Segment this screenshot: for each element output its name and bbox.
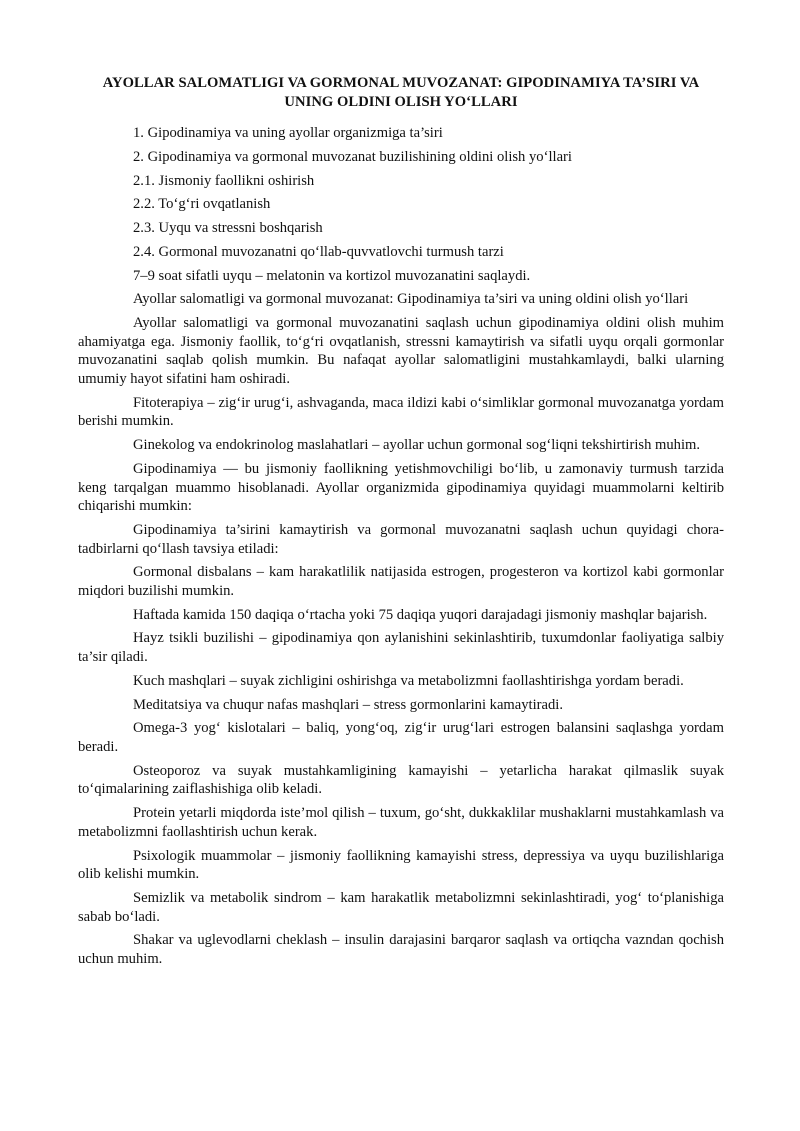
body-paragraph: Kuch mashqlari – suyak zichligini oshirishga va metabolizmni faollashtirishga yordam beradi. [133, 672, 684, 689]
toc-item: 2.1. Jismoniy faollikni oshirish [133, 172, 315, 189]
body-paragraph: Ginekolog va endokrinolog maslahatlari – ayollar uchun gormonal sog‘liqni tekshirtirish muhim. [133, 437, 701, 454]
body-paragraph: Haftada kamida 150 daqiqa o‘rtacha yoki 75 daqiqa yuqori darajadagi jismoniy mashqlar bajarish. [133, 606, 708, 623]
body-paragraph: Ayollar salomatligi va gormonal muvozanatini saqlash uchun gipodinamiya oldini olish muhim ahamiyatga ega. Jismoniy faollik, to‘g‘ri ovqatlanish, stressni kamaytirish va sifatli uyqu orqali gormonlar muvozanatini saqlab qolish mumkin. Bu nafaqat ayollar salomatligini mustahkamlaydi, balki ularning umumiy hayot sifatini ham oshiradi. [78, 315, 724, 388]
body-paragraph: Gipodinamiya — bu jismoniy faollikning yetishmovchiligi bo‘lib, u zamonaviy turmush tarzida keng tarqalgan muammo hisoblanadi. Ayollar organizmida gipodinamiya quyidagi muammolarni keltirib chiqarishi mumkin: [78, 460, 724, 515]
body-paragraph: Gipodinamiya ta’sirini kamaytirish va gormonal muvozanatni saqlash uchun quyidagi chora-tadbirlarni qo‘llash tavsiya etiladi: [78, 521, 724, 557]
body-paragraph: Shakar va uglevodlarni cheklash – insulin darajasini barqaror saqlash va ortiqcha vazndan qochish uchun muhim. [78, 932, 724, 967]
toc-item: 2. Gipodinamiya va gormonal muvozanat buzilishining oldini olish yo‘llari [133, 148, 572, 165]
toc-item: 2.2. To‘g‘ri ovqatlanish [133, 196, 271, 213]
toc-item: 1. Gipodinamiya va uning ayollar organizmiga ta’siri [133, 125, 443, 141]
toc-item: 2.3. Uyqu va stressni boshqarish [133, 220, 323, 237]
body-paragraph: Hayz tsikli buzilishi – gipodinamiya qon aylanishini sekinlashtirib, tuxumdonlar faoliyatiga salbiy ta’sir qiladi. [78, 630, 724, 666]
toc-item: 7–9 soat sifatli uyqu – melatonin va kortizol muvozanatini saqlaydi. [133, 267, 531, 284]
document-body [78, 290, 724, 968]
table-of-contents [78, 124, 724, 285]
body-paragraph: Semizlik va metabolik sindrom – kam harakatlik metabolizmni sekinlashtiradi, yog‘ to‘planishiga sabab bo‘ladi. [78, 889, 724, 925]
body-paragraph: Ayollar salomatligi va gormonal muvozanat: Gipodinamiya ta’siri va uning oldini olish yo‘llari [133, 291, 689, 308]
body-paragraph: Fitoterapiya – zig‘ir urug‘i, ashvaganda, maca ildizi kabi o‘simliklar gormonal muvozanatga yordam berishi mumkin. [78, 394, 724, 430]
body-paragraph: Meditatsiya va chuqur nafas mashqlari – stress gormonlarini kamaytiradi. [133, 696, 563, 713]
body-paragraph: Psixologik muammolar – jismoniy faollikning kamayishi stress, depressiya va uyqu buzilishlariga olib kelishi mumkin. [78, 847, 724, 883]
body-paragraph: Omega-3 yog‘ kislotalari – baliq, yong‘oq, zig‘ir urug‘lari estrogen balansini saqlashga yordam beradi. [78, 720, 724, 755]
toc-item: 2.4. Gormonal muvozanatni qo‘llab-quvvatlovchi turmush tarzi [133, 243, 504, 260]
body-paragraph: Protein yetarli miqdorda iste’mol qilish – tuxum, go‘sht, dukkaklilar mushaklarni mustahkamlash va metabolizmni faollashtirish uchun kerak. [78, 805, 724, 840]
document-title: AYOLLAR SALOMATLIGI VA GORMONAL MUVOZANAT: GIPODINAMIYA TA’SIRI VA UNING OLDINI OLISH YO‘LLARI [102, 75, 700, 110]
body-paragraph: Gormonal disbalans – kam harakatlilik natijasida estrogen, progesteron va kortizol kabi gormonlar miqdori buzilishi mumkin. [78, 564, 724, 599]
body-paragraph: Osteoporoz va suyak mustahkamligining kamayishi – yetarlicha harakat qilmaslik suyak to‘qimalarining zaiflashishiga olib keladi. [78, 762, 724, 798]
